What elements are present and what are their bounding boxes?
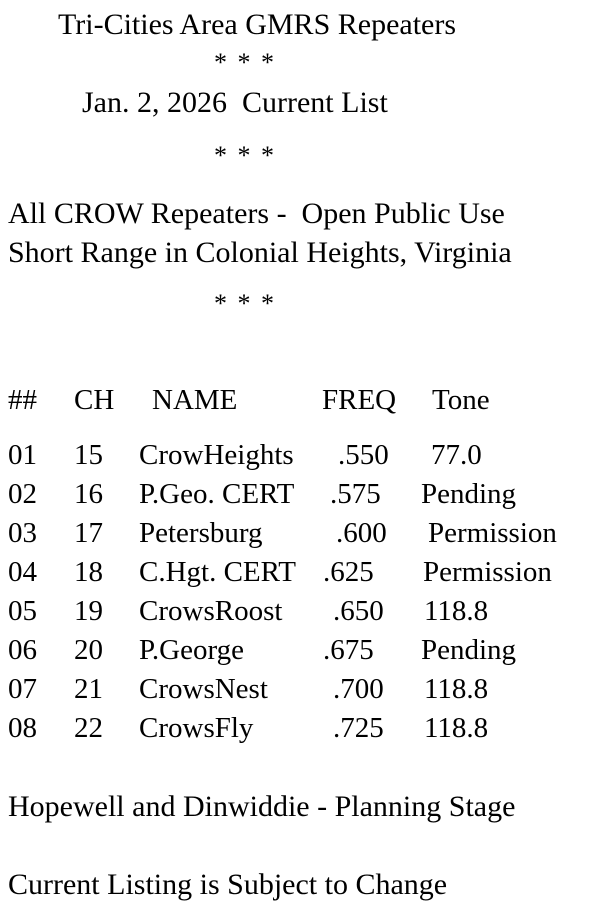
row-frequency: .625	[323, 556, 374, 588]
row-tone: Permission	[428, 517, 557, 549]
row-name: CrowHeights	[139, 439, 294, 471]
row-channel: 22	[74, 712, 103, 744]
row-name: P.Geo. CERT	[139, 478, 295, 510]
intro-line-2: Short Range in Colonial Heights, Virginia	[8, 236, 512, 269]
row-channel: 15	[74, 439, 103, 471]
row-tone: 118.8	[424, 673, 489, 705]
date-line: Jan. 2, 2026 Current List	[82, 86, 388, 119]
row-name: C.Hgt. CERT	[139, 556, 296, 588]
row-channel: 16	[74, 478, 103, 510]
row-number: 02	[8, 478, 37, 510]
header-name: NAME	[152, 384, 238, 416]
row-frequency: .700	[333, 673, 384, 705]
row-tone: 118.8	[424, 595, 489, 627]
row-frequency: .575	[330, 478, 381, 510]
row-channel: 18	[74, 556, 103, 588]
row-channel: 20	[74, 634, 103, 666]
header-channel: CH	[74, 384, 115, 416]
row-tone: Permission	[423, 556, 552, 588]
header-tone: Tone	[432, 384, 490, 416]
row-tone: 77.0	[431, 439, 482, 471]
row-frequency: .600	[336, 517, 387, 549]
row-number: 04	[8, 556, 37, 588]
row-channel: 21	[74, 673, 103, 705]
row-name: Petersburg	[139, 517, 263, 549]
row-number: 05	[8, 595, 37, 627]
row-tone: 118.8	[424, 712, 489, 744]
separator-2: * * *	[214, 141, 276, 170]
row-number: 06	[8, 634, 37, 666]
header-frequency: FREQ	[322, 384, 397, 416]
row-number: 03	[8, 517, 37, 549]
row-frequency: .650	[333, 595, 384, 627]
row-name: P.George	[139, 634, 244, 666]
row-frequency: .675	[323, 634, 374, 666]
planning-note: Hopewell and Dinwiddie - Planning Stage	[8, 790, 516, 823]
row-tone: Pending	[421, 634, 517, 666]
header-number: ##	[8, 384, 37, 416]
separator-3: * * *	[214, 289, 276, 318]
row-frequency: .550	[338, 439, 389, 471]
row-name: CrowsRoost	[139, 595, 283, 627]
row-channel: 17	[74, 517, 103, 549]
row-number: 01	[8, 439, 37, 471]
row-number: 07	[8, 673, 37, 705]
intro-line-1: All CROW Repeaters - Open Public Use	[8, 197, 505, 230]
row-channel: 19	[74, 595, 103, 627]
separator-1: * * *	[214, 48, 276, 77]
page-title: Tri-Cities Area GMRS Repeaters	[58, 8, 457, 41]
row-tone: Pending	[421, 478, 517, 510]
row-frequency: .725	[333, 712, 384, 744]
change-notice: Current Listing is Subject to Change	[8, 868, 448, 901]
row-name: CrowsNest	[139, 673, 268, 705]
row-name: CrowsFly	[139, 712, 254, 744]
row-number: 08	[8, 712, 37, 744]
